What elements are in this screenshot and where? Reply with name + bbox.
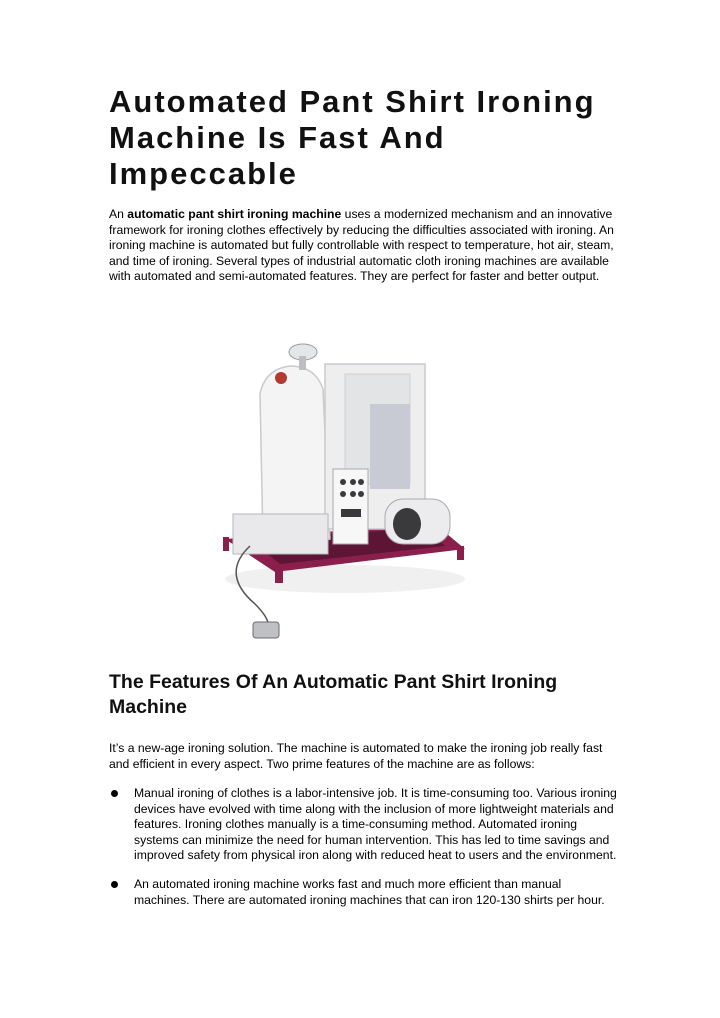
bullet-icon: [111, 790, 118, 797]
machine-shadow: [225, 565, 465, 593]
intro-prefix: An: [109, 207, 128, 221]
feature-list: [109, 786, 619, 921]
list-item: [109, 877, 619, 908]
section-lead: It’s a new-age ironing solution. The machine is automated to make the ironing job really fast and efficient in every aspect. Two prime features of the machine are as follows:: [109, 741, 603, 771]
indicator-light: [275, 372, 287, 384]
intro-rest: uses a modernized mechanism and an innovative framework for ironing clothes effectively by reducing the difficulties associated with ironing. An ironing machine is automated but fully controllable with respect to temperature, hot air, steam, and time of ironing. Several types of industrial automatic cloth ironing machines are available with automated and semi-automated features. They are perfect for faster and better output.: [109, 207, 614, 284]
intro-bold-term: automatic pant shirt ironing machine: [127, 207, 342, 221]
page-title: Automated Pant Shirt Ironing Machine Is Fast And Impeccable: [109, 84, 596, 191]
section-heading: The Features Of An Automatic Pant Shirt Ironing Machine: [109, 671, 558, 718]
list-item-text: Manual ironing of clothes is a labor-intensive job. It is time-consuming too. Various ironing devices have evolved with time along with the inclusion of more lightweight materials and features. Ironing clothes manually is a time-consuming method. Automated ironing systems can minimize the need for human intervention. This has led to time savings and improved safety from physical iron along with reduced heat to users and the environment.: [134, 786, 617, 863]
bullet-icon: [111, 881, 118, 888]
list-item: [109, 786, 619, 864]
list-item-text: An automated ironing machine works fast and much more efficient than manual machines. There are automated ironing machines that can iron 120-130 shirts per hour.: [134, 876, 605, 907]
ironing-machine-image: [195, 334, 495, 644]
foot-pedal: [253, 622, 279, 638]
sleeve-clamp: [370, 404, 410, 489]
intro-paragraph: [109, 207, 619, 285]
